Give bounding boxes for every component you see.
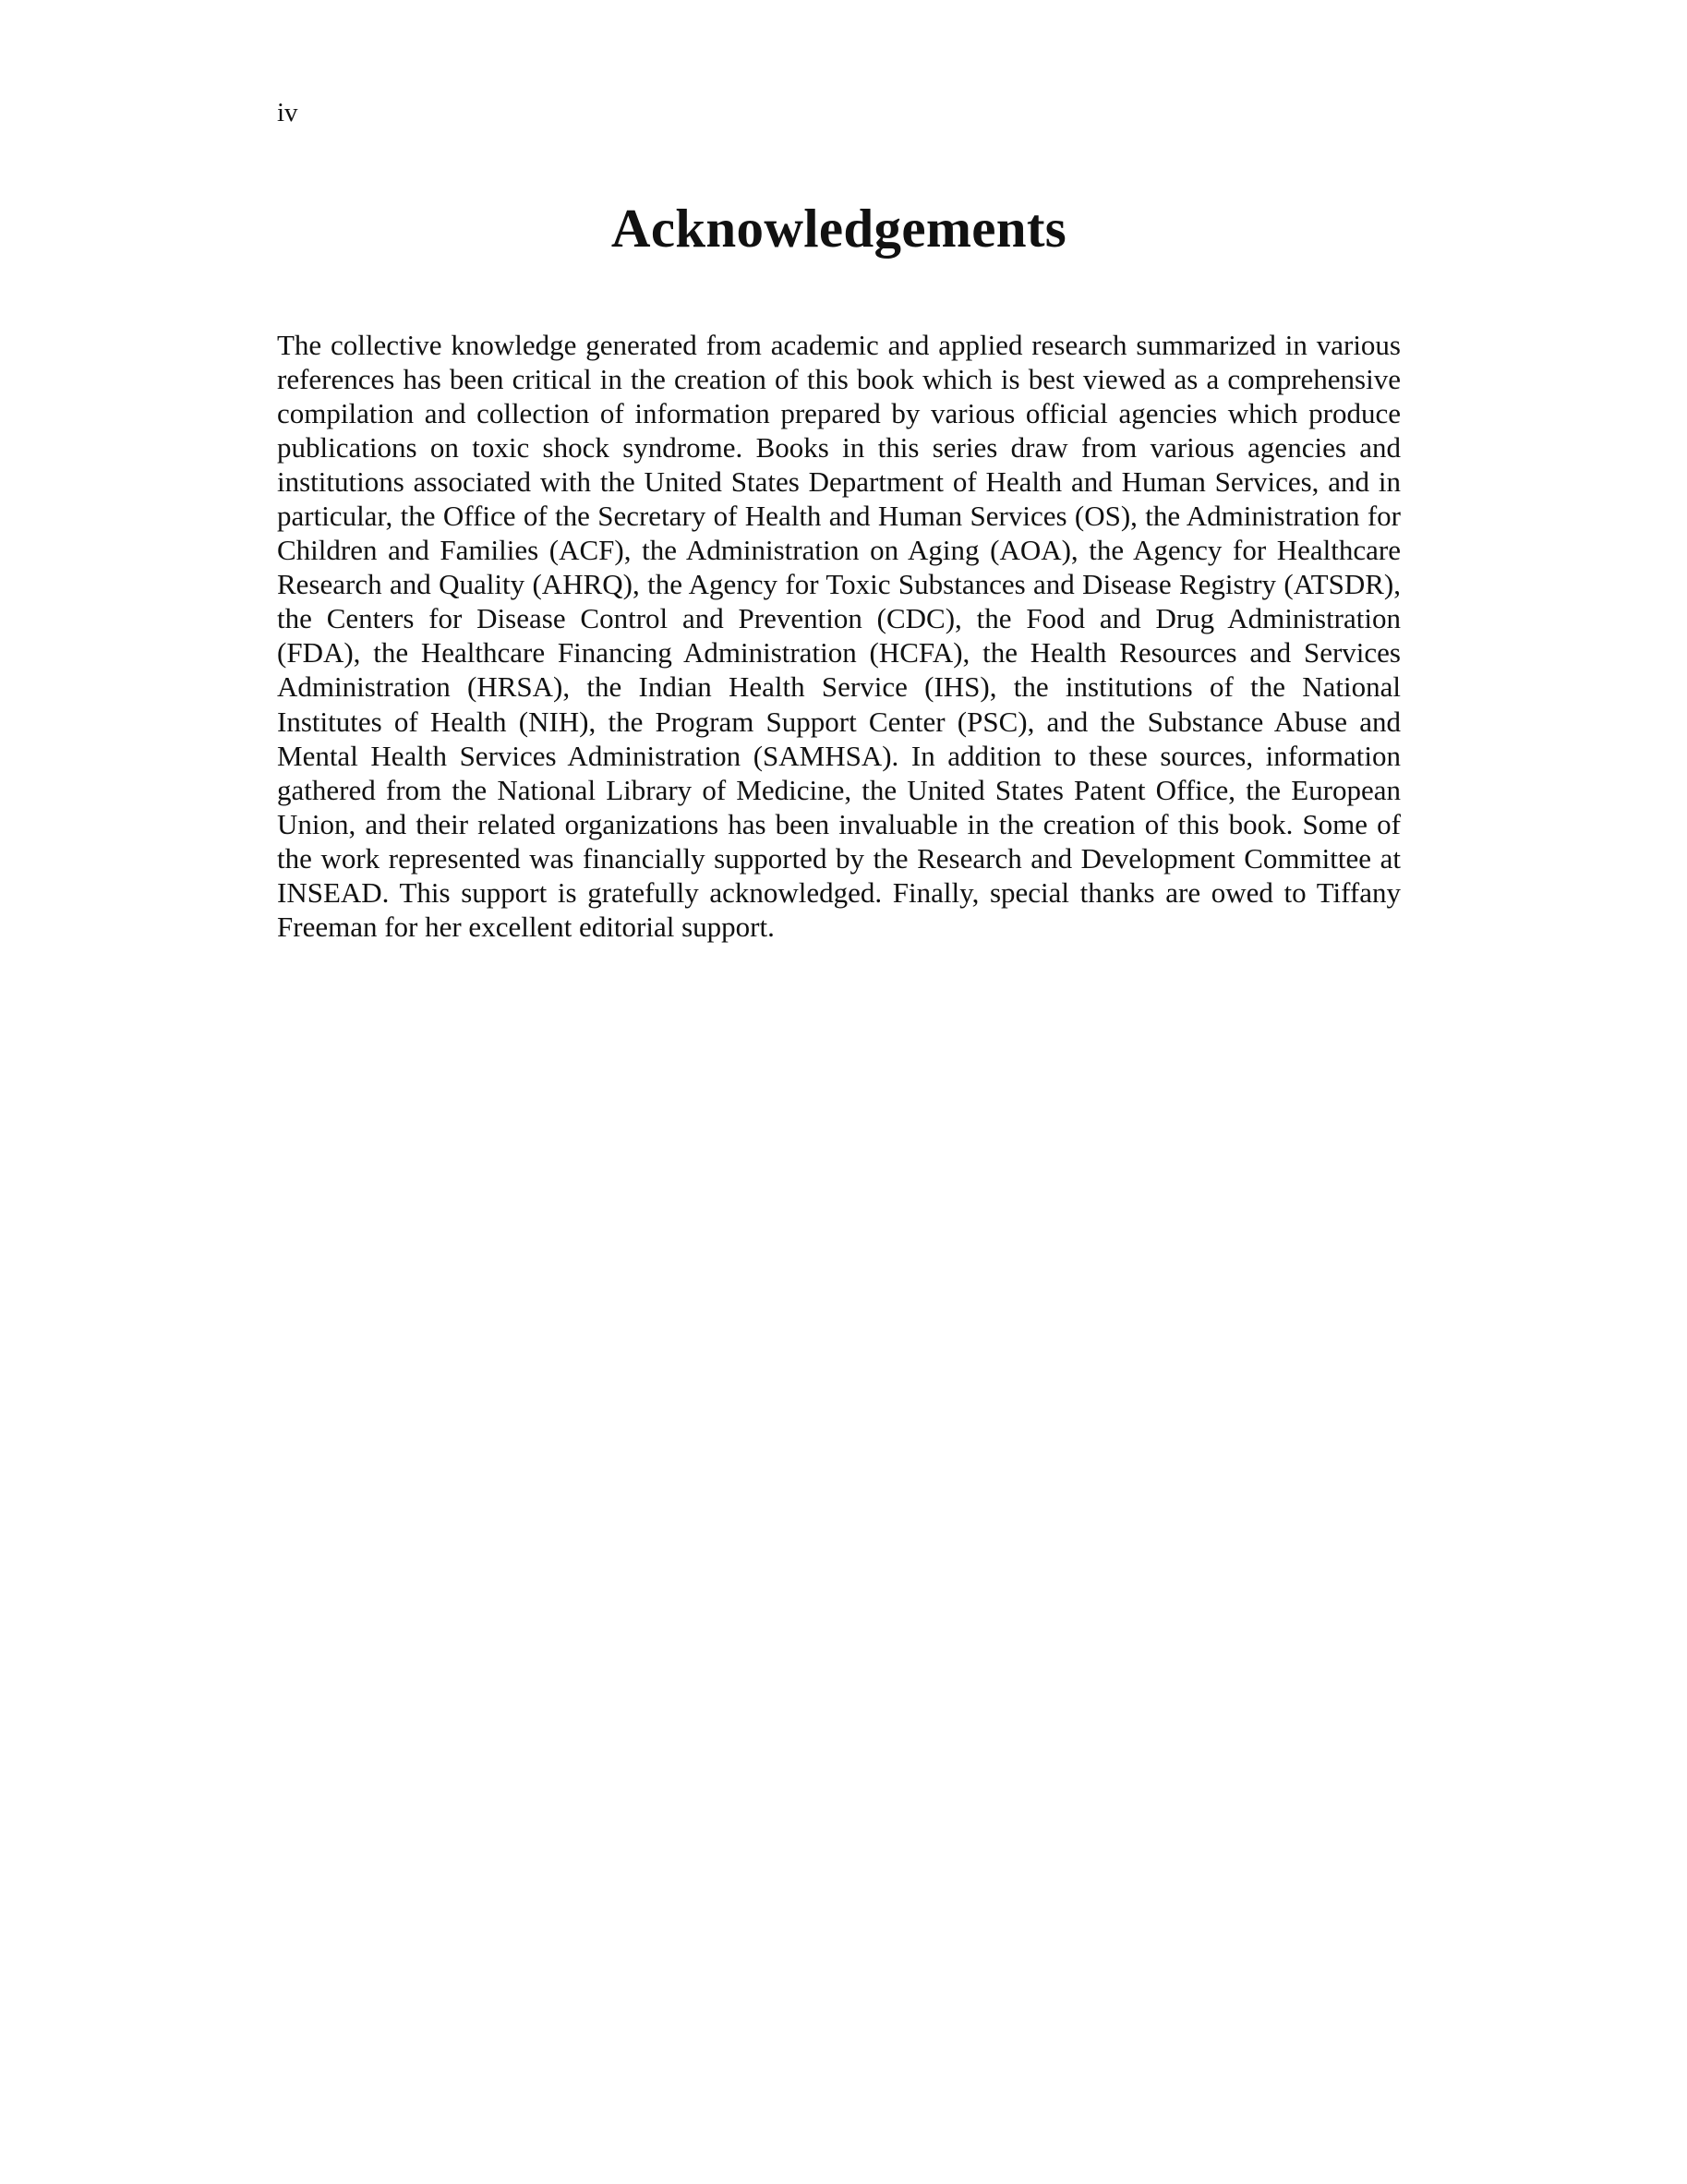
page-title: Acknowledgements — [610, 198, 1067, 259]
acknowledgements-paragraph: The collective knowledge generated from academic and applied research summarized in various references has been critical in the creation of this book which is best viewed as a comprehensive compilation and collection of information prepared by various official agencies which produce publications on toxic shock syndrome. Books in this series draw from various agencies and institutions associated with the United States Department of Health and Human Services, and in particular, the Office of the Secretary of Health and Human Services (OS), the Administration for Children and Families (ACF), the Administration on Aging (AOA), the Agency for Healthcare Research and Quality (AHRQ), the Agency for Toxic Substances and Disease Registry (ATSDR), the Centers for Disease Control and Prevention (CDC), the Food and Drug Administration (FDA), the Healthcare Financing Administration (HCFA), the Health Resources and Services Administration (HRSA), the Indian Health Service (IHS), the institutions of the National Institutes of Health (NIH), the Program Support Center (PSC), and the Substance Abuse and Mental Health Services Administration (SAMHSA). In addition to these sources, information gathered from the National Library of Medicine, the United States Patent Office, the European Union, and their related organizations has been invaluable in the creation of this book. Some of the work represented was financially supported by the Research and Development Committee at INSEAD. This support is gratefully acknowledged. Finally, special thanks are owed to Tiffany Freeman for her excellent editorial support. — [277, 329, 1401, 943]
page-number: iv — [277, 98, 298, 127]
